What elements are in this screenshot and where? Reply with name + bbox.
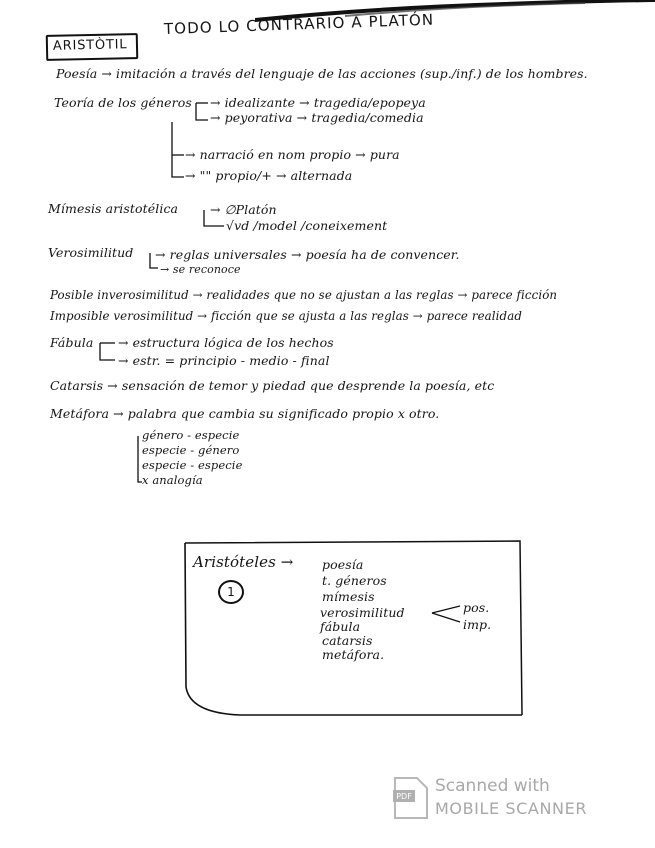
- page-title: TODO LO CONTRARIO A PLATÓN: [163, 10, 435, 38]
- note-verosimilitud-branch-1: → reglas universales → poesía ha de convencer.: [155, 247, 460, 262]
- note-mimesis-branch-1: → ∅Platón: [210, 202, 277, 217]
- note-catarsis: Catarsis → sensación de temor y piedad que desprende la poesía, etc: [50, 378, 495, 393]
- metafora-item-2: especie - género: [142, 443, 240, 457]
- summary-item-3: mímesis: [322, 589, 375, 604]
- pdf-icon-label: PDF: [396, 792, 412, 801]
- note-teoria-branch-1: → idealizante → tragedia/epopeya: [210, 95, 426, 110]
- metafora-item-3: especie - especie: [142, 458, 243, 472]
- summary-imp: imp.: [463, 617, 492, 632]
- summary-item-5: fábula: [320, 619, 361, 634]
- summary-item-1: poesía: [322, 557, 364, 572]
- metafora-item-4: x analogía: [142, 473, 203, 487]
- note-teoria-branch-2: → peyorativa → tragedia/comedia: [210, 110, 424, 125]
- note-fabula-label: Fábula: [50, 335, 94, 350]
- imp-arrow: [432, 613, 460, 622]
- summary-title: Aristóteles →: [193, 553, 294, 571]
- summary-item-4: verosimilitud: [320, 605, 405, 620]
- note-teoria-label: Teoría de los géneros: [54, 95, 192, 110]
- note-fabula-branch-1: → estructura lógica de los hechos: [118, 335, 334, 350]
- note-teoria-branch-3: → narració en nom propio → pura: [185, 147, 400, 162]
- watermark-line-1: Scanned with: [435, 776, 550, 796]
- note-verosimilitud-branch-2: → se reconoce: [160, 263, 241, 276]
- summary-item-6: catarsis: [322, 633, 373, 648]
- note-imposible: Imposible verosimilitud → ficción que se ajusta a las reglas → parece realidad: [50, 309, 522, 323]
- note-mimesis-label: Mímesis aristotélica: [48, 201, 179, 216]
- note-fabula-branch-2: → estr. = principio - medio - final: [118, 353, 330, 368]
- note-metafora: Metáfora → palabra que cambia su significado propio x otro.: [50, 406, 440, 421]
- title-box-label: ARISTÒTIL: [52, 37, 128, 54]
- note-posible: Posible inverosimilitud → realidades que no se ajustan a las reglas → parece ficción: [50, 288, 558, 302]
- note-poesia: Poesía → imitación a través del lenguaje de las acciones (sup./inf.) de los hombres.: [56, 66, 588, 81]
- summary-item-2: t. géneros: [322, 573, 387, 588]
- note-teoria-branch-4: → "" propio/+ → alternada: [185, 168, 353, 183]
- note-verosimilitud-label: Verosimilitud: [48, 245, 134, 260]
- note-mimesis-branch-2: √vd /model /coneixement: [226, 218, 388, 233]
- summary-item-7: metáfora.: [322, 647, 385, 662]
- pos-arrow: [432, 606, 460, 613]
- summary-number-circle: 1: [218, 580, 244, 604]
- watermark-line-2: MOBILE SCANNER: [435, 799, 588, 818]
- pdf-file-icon: [393, 776, 429, 820]
- summary-pos: pos.: [463, 600, 490, 615]
- metafora-item-1: género - especie: [142, 428, 240, 442]
